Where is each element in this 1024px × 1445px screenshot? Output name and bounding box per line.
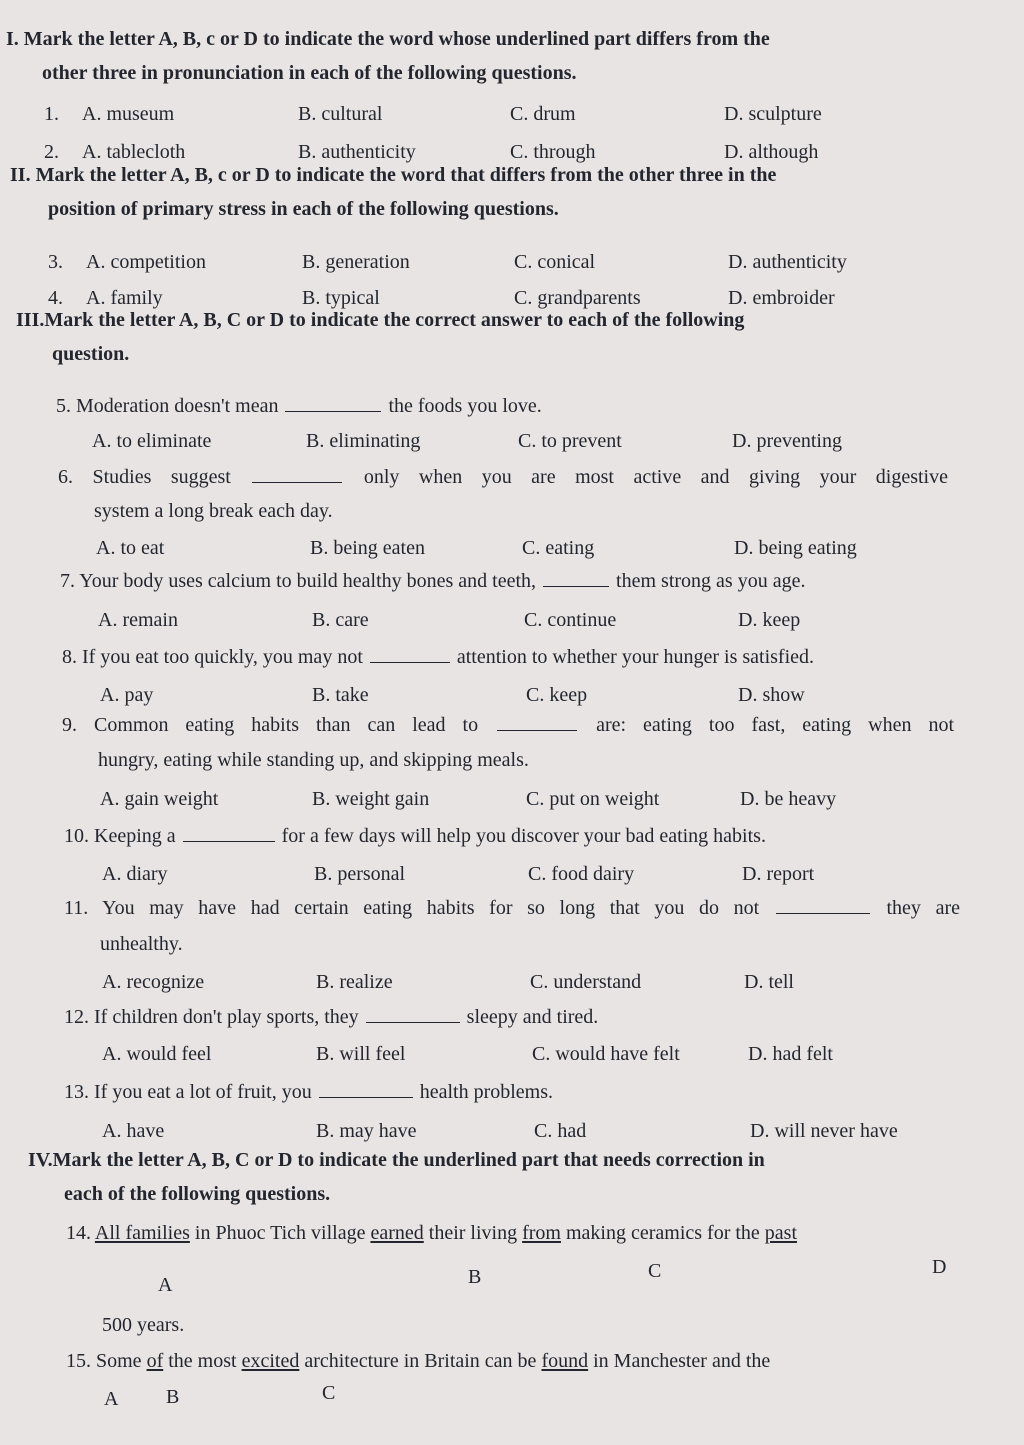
sentence-text: making ceramics for the	[565, 1222, 760, 1244]
option-a: A. recognize	[102, 971, 205, 993]
answer-blank	[252, 481, 342, 483]
option-c: C. food dairy	[528, 863, 635, 885]
stem-after: for a few days will help you discover your bad eating habits.	[281, 825, 766, 847]
question-12-options	[102, 1043, 1002, 1069]
question-9-stem	[62, 714, 954, 737]
option-c: C. had	[534, 1120, 587, 1142]
question-6-options	[96, 537, 996, 563]
option-c: C. eating	[522, 537, 595, 559]
option-d: D. will never have	[750, 1120, 898, 1142]
question-11-stem-continued: unhealthy.	[100, 933, 183, 955]
option-d: D. tell	[744, 971, 794, 993]
sentence-text: architecture in Britain can be	[304, 1350, 537, 1372]
answer-blank	[319, 1096, 413, 1098]
option-b: B. generation	[302, 251, 410, 273]
question-6-stem	[58, 466, 948, 489]
stem-before: 13. If you eat a lot of fruit, you	[64, 1081, 312, 1103]
answer-blank	[183, 840, 275, 842]
question-1	[44, 103, 1004, 129]
option-d: D. had felt	[748, 1043, 833, 1065]
stem-before: 12. If children don't play sports, they	[64, 1006, 359, 1028]
option-c: C. conical	[514, 251, 596, 273]
question-14-sentence	[66, 1222, 797, 1245]
sentence-text: the most	[168, 1350, 237, 1372]
underlined-part-c: found	[541, 1350, 589, 1372]
option-b: B. being eaten	[310, 537, 425, 559]
stem-after: attention to whether your hunger is satisfied.	[456, 646, 815, 668]
section-3-heading	[16, 303, 1016, 371]
underlined-part-b: earned	[370, 1222, 424, 1244]
stem-after: are: eating too fast, eating when not	[596, 714, 955, 736]
option-c: C. would have felt	[532, 1043, 680, 1065]
option-c: C. put on weight	[526, 788, 660, 810]
sentence-text: in Manchester and the	[593, 1350, 771, 1372]
stem-before: 11. You may have had certain eating habits for so long that you do not	[64, 897, 760, 919]
stem-before: 8. If you eat too quickly, you may not	[62, 646, 363, 668]
option-c: C. continue	[524, 609, 617, 631]
question-number: 1.	[44, 103, 59, 125]
question-number: 15. Some	[66, 1350, 142, 1372]
option-a: A. have	[102, 1120, 165, 1142]
answer-blank	[370, 661, 450, 663]
section-1-heading-line1: I. Mark the letter A, B, c or D to indicate the word whose underlined part differs from the	[6, 28, 770, 50]
section-3-heading-line1: III.Mark the letter A, B, C or D to indicate the correct answer to each of the following	[16, 309, 745, 331]
question-11-stem	[64, 897, 960, 920]
option-b: B. authenticity	[298, 141, 416, 163]
sentence-text: their living	[428, 1222, 518, 1244]
section-2-heading-line2: position of primary stress in each of the following questions.	[48, 198, 559, 220]
option-b: B. typical	[302, 287, 380, 309]
question-number: 3.	[48, 251, 63, 273]
option-a: A. museum	[82, 103, 175, 125]
option-b: B. care	[312, 609, 369, 631]
underlined-part-a: All families	[94, 1222, 190, 1244]
question-12-stem	[64, 1006, 598, 1029]
option-a: A. competition	[86, 251, 206, 273]
question-9-options	[100, 788, 1000, 814]
question-9-stem-continued: hungry, eating while standing up, and skipping meals.	[98, 749, 529, 771]
option-b: B. may have	[316, 1120, 417, 1142]
underlined-part-d: past	[764, 1222, 798, 1244]
option-d: D. embroider	[728, 287, 835, 309]
letter-b: B	[468, 1266, 482, 1288]
section-1-heading	[6, 22, 1016, 90]
option-d: D. although	[724, 141, 819, 163]
stem-after: health problems.	[419, 1081, 554, 1103]
section-2-heading-line1: II. Mark the letter A, B, c or D to indicate the word that differs from the other three in the	[10, 164, 777, 186]
stem-after: them strong as you age.	[616, 570, 806, 592]
option-c: C. keep	[526, 684, 588, 706]
section-3-heading-line2: question.	[52, 343, 130, 365]
option-c: C. understand	[530, 971, 642, 993]
option-b: B. take	[312, 684, 369, 706]
stem-after: they are	[886, 897, 960, 919]
question-5-options	[92, 430, 992, 456]
option-c: C. through	[510, 141, 596, 163]
option-d: D. be heavy	[740, 788, 837, 810]
option-a: A. would feel	[102, 1043, 212, 1065]
answer-blank	[543, 585, 609, 587]
question-number: 2.	[44, 141, 59, 163]
question-number: 14.	[66, 1222, 91, 1244]
option-a: A. tablecloth	[82, 141, 186, 163]
option-d: D. keep	[738, 609, 801, 631]
question-10-options	[102, 863, 1002, 889]
question-8-stem	[62, 646, 814, 669]
option-a: A. family	[86, 287, 163, 309]
question-10-stem	[64, 825, 766, 848]
letter-d: D	[932, 1256, 947, 1278]
option-c: C. to prevent	[518, 430, 622, 452]
question-number: 4.	[48, 287, 63, 309]
stem-before: 9. Common eating habits than can lead to	[62, 714, 479, 736]
question-5-stem	[56, 395, 542, 418]
question-14-continued: 500 years.	[102, 1314, 185, 1336]
letter-a: A	[158, 1274, 173, 1296]
stem-after: the foods you love.	[388, 395, 542, 417]
section-4-heading-line1: IV.Mark the letter A, B, C or D to indicate the underlined part that needs correction in	[28, 1149, 765, 1171]
letter-c: C	[322, 1382, 336, 1404]
stem-before: 10. Keeping a	[64, 825, 176, 847]
section-4-heading-line2: each of the following questions.	[64, 1183, 331, 1205]
underlined-part-a: of	[146, 1350, 164, 1372]
question-11-options	[102, 971, 1002, 997]
stem-before: 5. Moderation doesn't mean	[56, 395, 279, 417]
section-4-heading	[28, 1143, 1008, 1211]
option-b: B. cultural	[298, 103, 383, 125]
option-a: A. pay	[100, 684, 154, 706]
option-d: D. authenticity	[728, 251, 847, 273]
question-15-sentence	[66, 1350, 770, 1373]
option-d: D. report	[742, 863, 815, 885]
stem-before: 6. Studies suggest	[58, 466, 231, 488]
answer-blank	[366, 1021, 460, 1023]
option-d: D. being eating	[734, 537, 857, 559]
letter-c: C	[648, 1260, 662, 1282]
underlined-part-c: from	[522, 1222, 561, 1244]
section-1-heading-line2: other three in pronunciation in each of the following questions.	[42, 62, 577, 84]
question-7-stem	[60, 570, 805, 593]
answer-blank	[776, 912, 870, 914]
option-b: B. will feel	[316, 1043, 406, 1065]
option-a: A. to eat	[96, 537, 165, 559]
question-13-stem	[64, 1081, 553, 1104]
option-c: C. grandparents	[514, 287, 641, 309]
stem-before: 7. Your body uses calcium to build healthy bones and teeth,	[60, 570, 537, 592]
sentence-text: in Phuoc Tich village	[194, 1222, 366, 1244]
option-c: C. drum	[510, 103, 576, 125]
option-b: B. personal	[314, 863, 406, 885]
underlined-part-b: excited	[241, 1350, 300, 1372]
answer-blank	[497, 729, 577, 731]
option-a: A. to eliminate	[92, 430, 212, 452]
option-b: B. realize	[316, 971, 393, 993]
option-a: A. remain	[98, 609, 178, 631]
letter-b: B	[166, 1386, 180, 1408]
question-8-options	[100, 684, 1000, 710]
question-6-stem-continued: system a long break each day.	[94, 500, 333, 522]
option-b: B. eliminating	[306, 430, 421, 452]
answer-blank	[285, 410, 381, 412]
letter-a: A	[104, 1388, 119, 1410]
question-7-options	[98, 609, 998, 635]
stem-after: sleepy and tired.	[466, 1006, 599, 1028]
option-a: A. gain weight	[100, 788, 219, 810]
option-a: A. diary	[102, 863, 168, 885]
question-3	[48, 251, 1008, 277]
stem-after: only when you are most active and giving your digestive	[363, 466, 948, 488]
option-d: D. show	[738, 684, 805, 706]
option-d: D. preventing	[732, 430, 842, 452]
option-b: B. weight gain	[312, 788, 430, 810]
option-d: D. sculpture	[724, 103, 822, 125]
section-2-heading	[10, 158, 1020, 226]
